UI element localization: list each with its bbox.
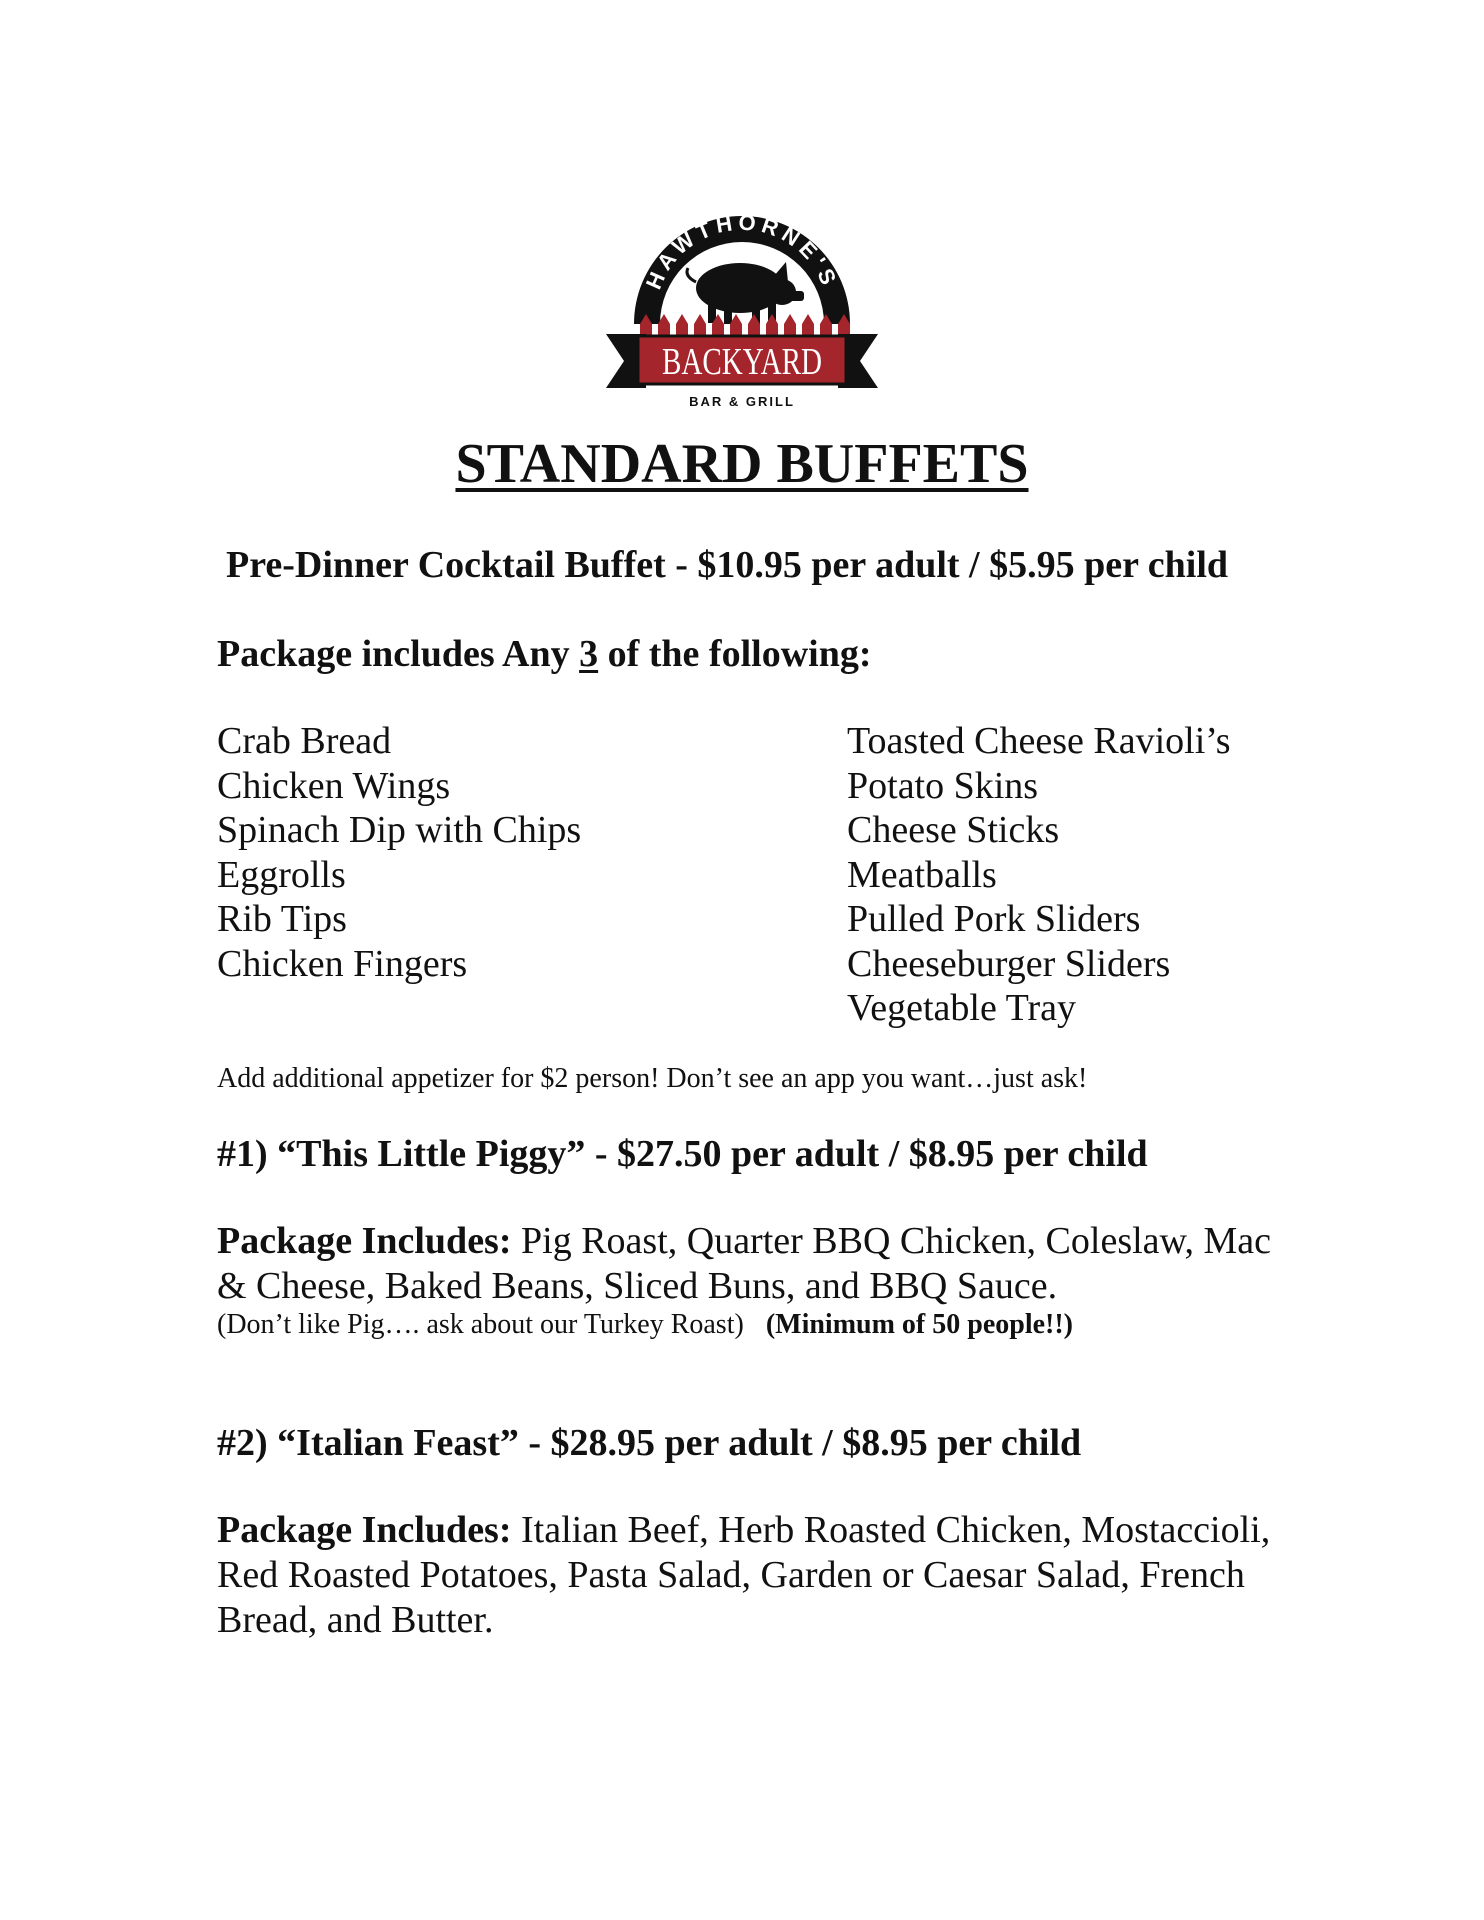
package1-includes-label: Package Includes: xyxy=(217,1220,512,1262)
list-item: Rib Tips xyxy=(217,898,347,940)
appetizer-list-right xyxy=(847,719,1231,1031)
list-item: Cheeseburger Sliders xyxy=(847,942,1171,985)
list-item: Potato Skins xyxy=(847,764,1039,807)
package2-heading: #2) “Italian Feast” - $28.95 per adult / $8.95 per child xyxy=(217,1422,1082,1464)
list-item: Chicken Fingers xyxy=(217,942,468,985)
package1-heading: #1) “This Little Piggy” - $27.50 per adult / $8.95 per child xyxy=(217,1133,1148,1175)
list-item: Pulled Pork Sliders xyxy=(847,898,1141,940)
includes-suffix: of the following: xyxy=(598,633,872,675)
list-item: Meatballs xyxy=(847,853,997,896)
pig-icon xyxy=(687,262,804,324)
logo-name: BACKYARD xyxy=(662,341,822,383)
logo xyxy=(602,196,882,420)
package1-includes xyxy=(217,1219,1277,1309)
package1-items: Pig Roast, Quarter BBQ Chicken, Coleslaw, Mac & Cheese, Baked Beans, Sliced Buns, and BBQ Sauce. xyxy=(217,1220,1272,1307)
package2-includes-label: Package Includes: xyxy=(217,1509,512,1551)
package1-minimum: (Minimum of 50 people!!) xyxy=(765,1309,1073,1340)
package1-note xyxy=(217,1308,1073,1342)
list-item: Cheese Sticks xyxy=(847,809,1060,851)
list-item: Crab Bread xyxy=(217,720,392,762)
list-item: Vegetable Tray xyxy=(847,987,1077,1029)
additional-appetizer-note: Add additional appetizer for $2 person! Don’t see an app you want…just ask! xyxy=(217,1063,1088,1094)
includes-prefix: Package includes Any xyxy=(217,633,580,675)
cocktail-includes-line xyxy=(217,631,871,677)
logo-tagline: BAR & GRILL xyxy=(689,394,795,409)
package2-includes xyxy=(217,1508,1277,1643)
package1-turkey-note: (Don’t like Pig…. ask about our Turkey Roast) xyxy=(217,1309,744,1340)
page-title: STANDARD BUFFETS xyxy=(455,433,1029,495)
list-item: Eggrolls xyxy=(217,853,346,896)
cocktail-buffet-heading: Pre-Dinner Cocktail Buffet - $10.95 per adult / $5.95 per child xyxy=(226,544,1229,586)
includes-count: 3 xyxy=(579,633,599,675)
logo-arc-text: HAWTHORNE'S xyxy=(640,209,844,293)
list-item: Toasted Cheese Ravioli’s xyxy=(847,720,1231,762)
list-item: Spinach Dip with Chips xyxy=(217,809,582,851)
list-item: Chicken Wings xyxy=(217,764,451,807)
package2-items: Italian Beef, Herb Roasted Chicken, Mostaccioli, Red Roasted Potatoes, Pasta Salad, Garden or Caesar Salad, French Bread, and Butter. xyxy=(217,1509,1271,1641)
appetizer-list-left xyxy=(217,719,581,986)
